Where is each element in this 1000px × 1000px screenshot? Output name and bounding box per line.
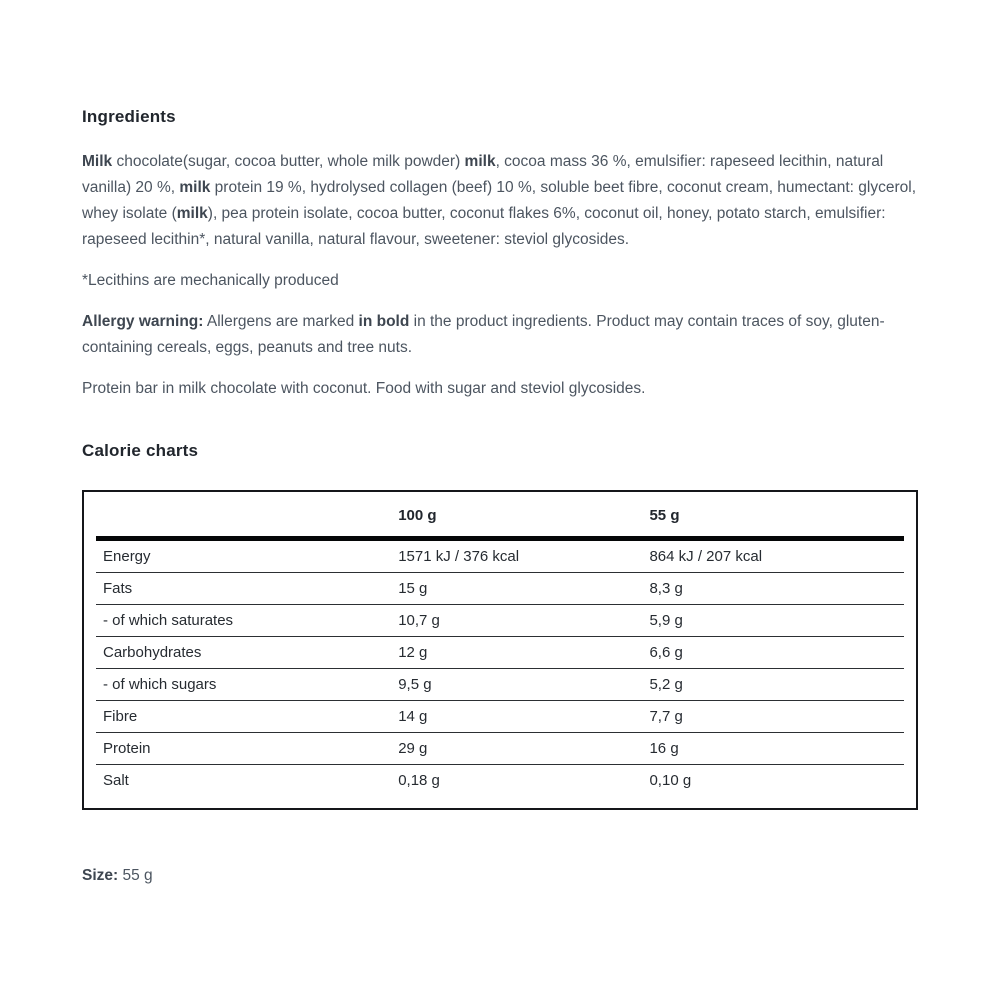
value-per-55g: 0,10 g	[649, 772, 692, 789]
column-header-100g: 100 g	[398, 492, 649, 539]
allergy-in-bold: in bold	[358, 313, 410, 330]
ingredients-allergen-milk-4: milk	[176, 205, 208, 222]
table-row-carbohydrates	[96, 637, 904, 669]
nutrient-label: Salt	[103, 772, 129, 789]
nutrient-label: Protein	[96, 733, 398, 765]
table-row-fats	[96, 573, 904, 605]
calorie-charts-section	[82, 441, 920, 810]
nutrient-label: - of which sugars	[96, 669, 398, 701]
nutrient-label: Energy	[96, 539, 398, 573]
size-label: Size:	[82, 867, 119, 884]
nutrient-label: Fats	[96, 573, 398, 605]
calorie-charts-heading: Calorie charts	[82, 441, 199, 460]
value-per-100g: 12 g	[398, 637, 649, 669]
column-header-nutrient	[96, 492, 398, 539]
value-per-100g: 9,5 g	[398, 669, 649, 701]
product-info-content	[82, 0, 920, 888]
ingredients-allergen-milk-2: milk	[464, 153, 496, 170]
nutrition-table-frame	[82, 490, 918, 810]
ingredients-text: Milk chocolate(sugar, cocoa butter, whole milk powder) milk, cocoa mass 36 %, emulsifier: rapeseed lecithin, natural vanilla) 20 %, milk protein 19 %, hydrolysed collagen (beef) 10 %, soluble beet fibre, coconut cream, humectant: glycerol, whey isolate (milk), pea protein isolate, cocoa butter, coconut flakes 6%, coconut oil, honey, potato starch, emulsifier: rapeseed lecithin*, natural vanilla, natural flavour, sweetener: steviol glycosides.	[82, 153, 917, 248]
table-row-saturates	[96, 605, 904, 637]
lecithin-note: *Lecithins are mechanically produced	[82, 272, 339, 289]
nutrient-label: - of which saturates	[96, 605, 398, 637]
table-row-salt	[96, 765, 904, 797]
table-row-sugars	[96, 669, 904, 701]
size-value: 55 g	[118, 867, 153, 884]
value-per-55g: 5,2 g	[649, 669, 904, 701]
ingredients-allergen-milk-1: Milk	[82, 153, 113, 170]
value-per-100g: 29 g	[398, 733, 649, 765]
value-per-100g: 10,7 g	[398, 605, 649, 637]
value-per-55g: 7,7 g	[649, 701, 904, 733]
ingredients-allergen-milk-3: milk	[179, 179, 211, 196]
value-per-100g: 15 g	[398, 573, 649, 605]
value-per-55g: 16 g	[649, 733, 904, 765]
table-row-fibre	[96, 701, 904, 733]
value-per-100g: 1571 kJ / 376 kcal	[398, 539, 649, 573]
value-per-100g: 14 g	[398, 701, 649, 733]
allergy-warning: Allergy warning: Allergens are marked in bold in the product ingredients. Product may contain traces of soy, gluten-containing cereals, eggs, peanuts and tree nuts.	[82, 313, 885, 356]
table-row-protein	[96, 733, 904, 765]
value-per-100g: 0,18 g	[398, 772, 440, 789]
value-per-55g: 5,9 g	[649, 605, 904, 637]
nutrient-label: Fibre	[96, 701, 398, 733]
nutrition-header-row	[96, 492, 904, 539]
column-header-55g: 55 g	[649, 492, 904, 539]
allergy-warning-label: Allergy warning:	[82, 313, 204, 330]
value-per-55g: 8,3 g	[649, 573, 904, 605]
size-line	[82, 864, 920, 888]
nutrient-label: Carbohydrates	[96, 637, 398, 669]
product-description: Protein bar in milk chocolate with coconut. Food with sugar and steviol glycosides.	[82, 380, 646, 397]
value-per-55g: 864 kJ / 207 kcal	[649, 539, 904, 573]
value-per-55g: 6,6 g	[649, 637, 904, 669]
nutrition-table	[96, 492, 904, 796]
table-row-energy	[96, 539, 904, 573]
ingredients-heading: Ingredients	[82, 107, 176, 126]
